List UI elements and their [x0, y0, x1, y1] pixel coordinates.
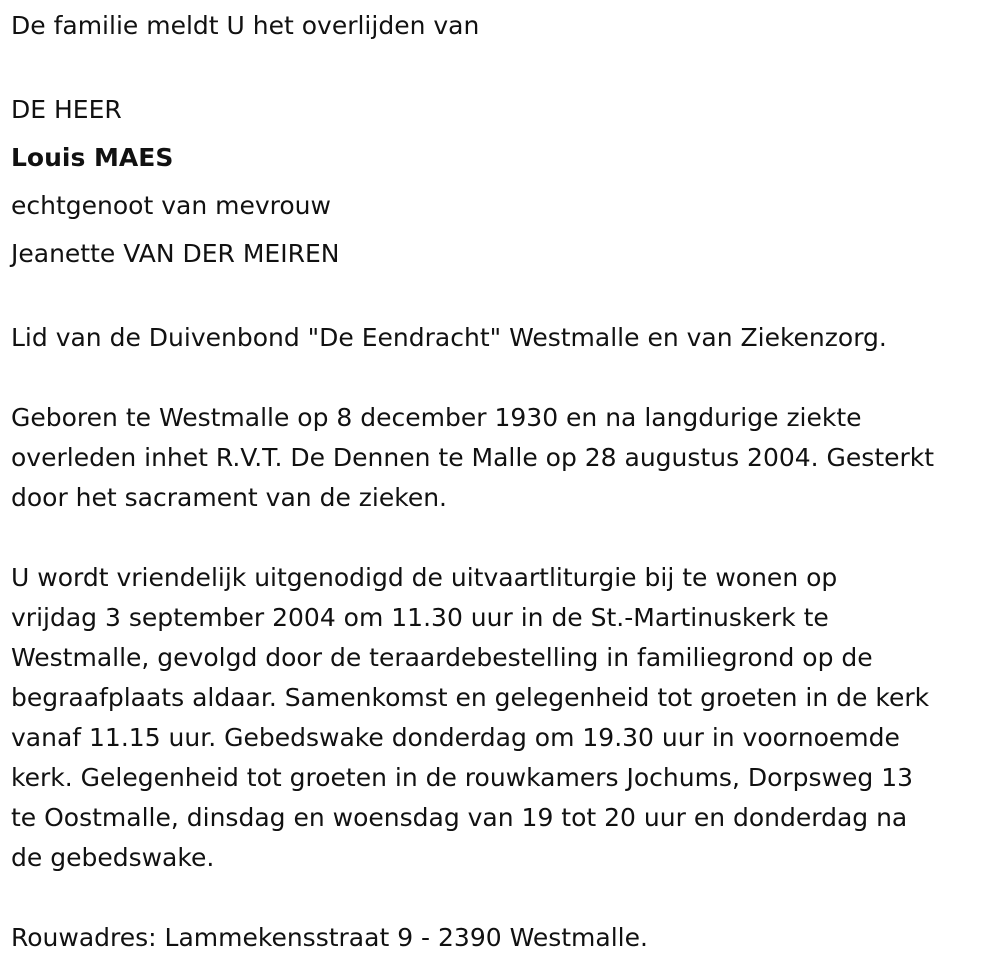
- intro-text: De familie meldt U het overlijden van: [11, 11, 480, 40]
- paragraph-line: overleden inhet R.V.T. De Dennen te Malle op 28 augustus 2004. Gesterkt: [11, 443, 935, 472]
- paragraph-line: U wordt vriendelijk uitgenodigd de uitvaartliturgie bij te wonen op: [11, 563, 838, 592]
- membership-text: Lid van de Duivenbond "De Eendracht" Westmalle en van Ziekenzorg.: [11, 323, 887, 352]
- paragraph-line: Geboren te Westmalle op 8 december 1930 en na langdurige ziekte: [11, 403, 862, 432]
- spouse-label: echtgenoot van mevrouw: [11, 191, 331, 220]
- spouse-name: Jeanette VAN DER MEIREN: [11, 239, 340, 268]
- paragraph-line: de gebedswake.: [11, 843, 215, 872]
- funeral-address: Rouwadres: Lammekensstraat 9 - 2390 Westmalle.: [11, 923, 648, 952]
- death-notice: [11, 6, 996, 958]
- paragraph-line: te Oostmalle, dinsdag en woensdag van 19 tot 20 uur en donderdag na: [11, 803, 908, 832]
- invitation-paragraph: [11, 558, 996, 878]
- spacer: [11, 278, 996, 318]
- paragraph-line: vrijdag 3 september 2004 om 11.30 uur in de St.-Martinuskerk te: [11, 603, 829, 632]
- birth-death-paragraph: [11, 398, 996, 518]
- spacer: [11, 878, 996, 918]
- deceased-title: DE HEER: [11, 95, 122, 124]
- spacer: [11, 358, 996, 398]
- spacer: [11, 46, 996, 86]
- paragraph-line: Westmalle, gevolgd door de teraardebestelling in familiegrond op de: [11, 643, 873, 672]
- paragraph-line: begraafplaats aldaar. Samenkomst en gelegenheid tot groeten in de kerk: [11, 683, 930, 712]
- paragraph-line: kerk. Gelegenheid tot groeten in de rouwkamers Jochums, Dorpsweg 13: [11, 763, 914, 792]
- deceased-name: Louis MAES: [11, 143, 174, 172]
- paragraph-line: door het sacrament van de zieken.: [11, 483, 447, 512]
- spacer: [11, 518, 996, 558]
- paragraph-line: vanaf 11.15 uur. Gebedswake donderdag om 19.30 uur in voornoemde: [11, 723, 900, 752]
